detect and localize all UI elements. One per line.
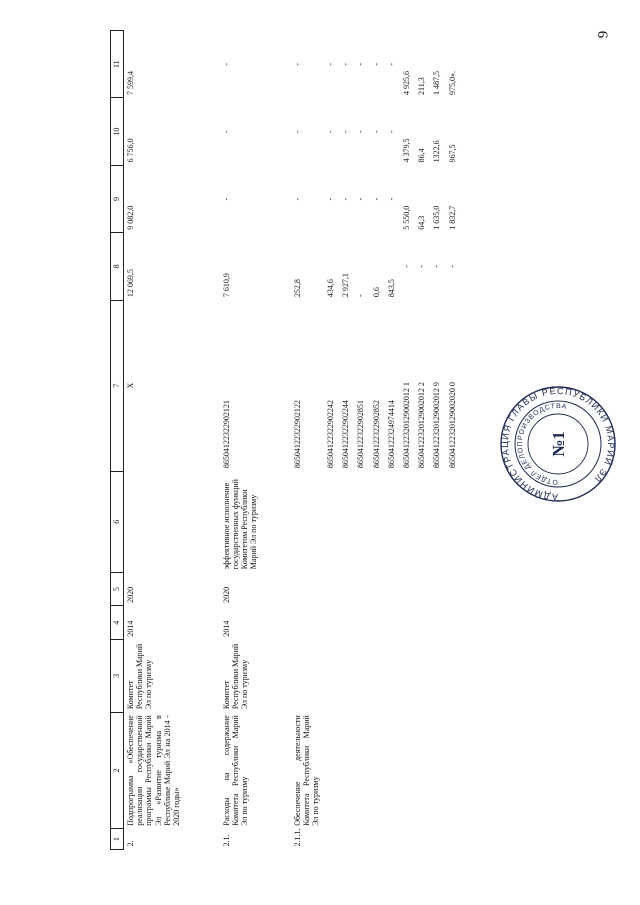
row-value-11: -: [326, 62, 336, 66]
row-value-11: 211,3: [417, 77, 427, 95]
row-value-9: -: [292, 197, 302, 201]
official-seal-stamp: [498, 385, 618, 503]
row-code: 86504122324974414: [386, 400, 396, 469]
row-value-8: 12 069,5: [126, 269, 135, 298]
row-value-8: -: [447, 265, 457, 268]
row-end-year: 2020: [221, 586, 231, 603]
header-cell: 1: [111, 829, 124, 850]
table-row: [355, 31, 370, 850]
row-value-10: -: [221, 130, 231, 133]
table-row: [325, 31, 340, 850]
row-code: 86504122322902242: [326, 400, 336, 469]
row-end-year: 2020: [126, 586, 135, 603]
row-value-11: 7 599,4: [126, 70, 135, 95]
table-row: [447, 31, 462, 850]
row-value-9: -: [356, 197, 366, 201]
row-value-8: 0,6: [371, 287, 381, 298]
row-value-10: -: [326, 130, 336, 133]
header-cell: 4: [111, 606, 124, 640]
row-value-8: 252,8: [292, 279, 302, 298]
row-value-10: 86,4: [417, 148, 427, 163]
row-value-11: -: [292, 62, 302, 66]
row-value-9: 9 082,0: [126, 205, 135, 230]
row-code: 86504122320129002012 9: [432, 382, 442, 469]
rotated-table-area: [110, 30, 540, 850]
row-value-11: -: [356, 62, 366, 66]
row-code: 86504122322902851: [356, 400, 366, 469]
row-value-8: -: [417, 265, 427, 268]
row-number: 2.1.1.: [292, 828, 302, 847]
table-row: [371, 31, 386, 850]
row-code: 86504122322902121: [221, 400, 231, 469]
row-value-9: 5 550,0: [402, 205, 411, 230]
row-value-9: -: [341, 197, 351, 201]
row-value-11: -: [221, 62, 231, 66]
header-cell: 8: [111, 233, 124, 300]
row-value-10: 4 379,5: [402, 138, 411, 163]
row-value-9: -: [371, 197, 381, 201]
row-start-year: 2014: [221, 620, 231, 637]
row-value-11: 1 487,5: [432, 70, 442, 95]
row-name: Расходы на содержание Комитета Республики Марий Эл по туризму: [221, 715, 249, 826]
row-code: 86504122322902244: [341, 400, 351, 469]
row-code: 86504122322902852: [371, 400, 381, 469]
table-row: [340, 31, 355, 850]
program-table: [110, 30, 462, 850]
row-value-9: -: [386, 197, 396, 201]
header-cell: 11: [111, 31, 124, 98]
row-value-8: -: [402, 265, 411, 268]
header-cell: 10: [111, 98, 124, 165]
row-code: 86504122320129002020 0: [447, 382, 457, 469]
row-value-8: 843,5: [386, 279, 396, 298]
row-value-8: 434,6: [326, 279, 336, 298]
row-result: [124, 471, 220, 572]
row-name: Подпрограмма «Обеспечение реализации государственной программы Республики Марий Эл «Развитие туризма в Республике Марий Эл на 2014 - 2020 годы»: [126, 715, 181, 826]
table-row: [401, 31, 416, 850]
row-value-10: -: [341, 130, 351, 133]
seal-outer-text: АДМИНИСТРАЦИЯ ГЛАВЫ РЕСПУБЛИКИ МАРИЙ ЭЛ: [499, 385, 617, 503]
row-value-10: -: [371, 130, 381, 133]
row-value-9: 1 635,0: [432, 205, 442, 230]
row-value-10: 967,5: [447, 144, 457, 163]
header-row: [111, 31, 124, 850]
header-cell: 5: [111, 572, 124, 606]
row-value-11: -: [371, 62, 381, 66]
header-cell: 7: [111, 300, 124, 471]
row-value-11: 4 925,6: [402, 70, 411, 95]
header-cell: 6: [111, 471, 124, 572]
row-value-9: -: [326, 197, 336, 201]
row-executor: Комитет Республики Марий Эл по туризму: [221, 643, 249, 710]
table-row: [431, 31, 446, 850]
row-code: 86504122322902122: [292, 400, 302, 469]
header-cell: 2: [111, 712, 124, 829]
row-value-11: 975,0».: [447, 70, 457, 95]
row-value-11: -: [341, 62, 351, 66]
row-value-10: -: [386, 130, 396, 133]
header-cell: 3: [111, 640, 124, 713]
row-value-9: -: [221, 197, 231, 201]
row-code: 86504122320129002012 1: [402, 382, 411, 469]
table-row: [220, 31, 292, 850]
table-row: [292, 31, 326, 850]
row-code: X: [126, 382, 135, 389]
row-result: эффективное исполнение государственных функций Комитетом Республики Марий Эл по туризму: [221, 479, 259, 570]
row-value-8: -: [432, 265, 442, 268]
row-value-8: 7 610,9: [221, 273, 231, 298]
row-value-10: -: [356, 130, 366, 133]
seal-inner-text: ОТДЕЛ ДЕЛОПРОИЗВОДСТВА: [516, 402, 568, 486]
row-code: 86504122320129002012 2: [417, 382, 427, 469]
row-value-10: 1322,6: [432, 140, 442, 163]
header-cell: 9: [111, 165, 124, 232]
row-number: 2.: [126, 840, 135, 847]
row-value-11: -: [386, 62, 396, 66]
table-row: [416, 31, 431, 850]
row-value-8: -: [356, 294, 366, 298]
row-name: Обеспечение деятельности Комитета Республики Марий Эл по туризму: [292, 715, 320, 826]
row-number: 2.1.: [221, 834, 231, 847]
row-start-year: 2014: [126, 620, 135, 637]
row-value-10: 6 756,0: [126, 138, 135, 163]
row-value-8: 2 927,1: [341, 273, 351, 298]
table-row: [386, 31, 401, 850]
row-value-10: -: [292, 130, 302, 133]
table-row: [124, 31, 220, 850]
row-value-9: 64,3: [417, 215, 427, 230]
row-value-9: 1 832,7: [447, 205, 457, 230]
page-number: 9: [595, 30, 612, 39]
seal-center-number: №1: [549, 431, 568, 457]
row-executor: Комитет Республики Марий Эл по туризму: [126, 643, 154, 710]
